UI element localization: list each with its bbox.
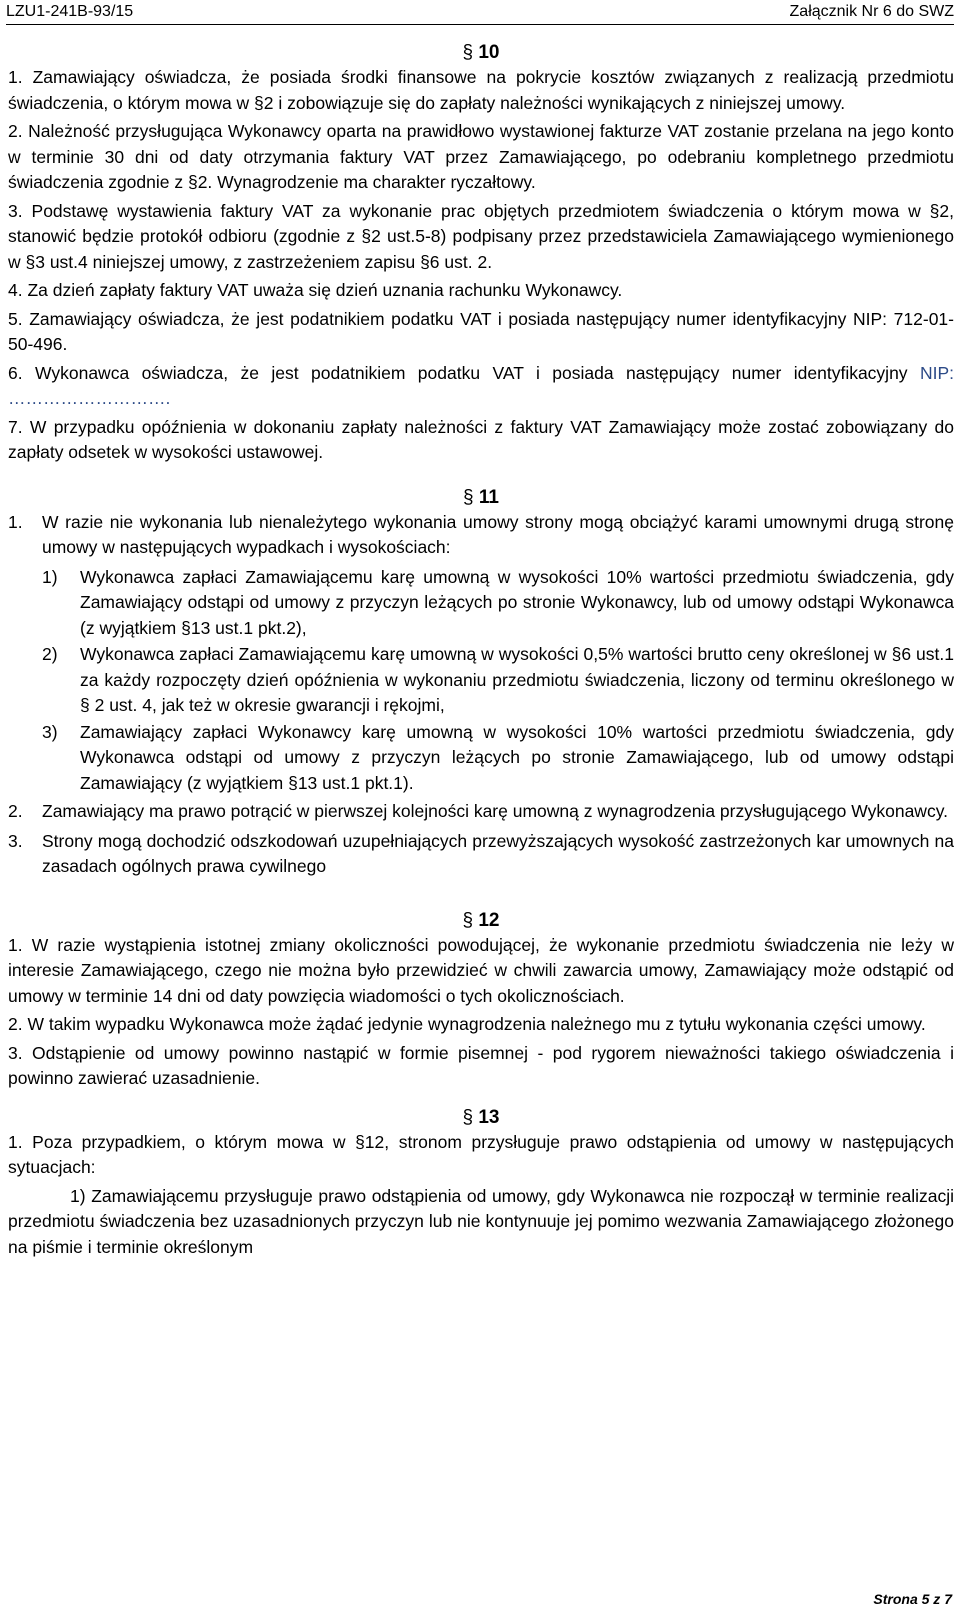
paragraph: 6. Wykonawca oświadcza, że jest podatnikiem podatku VAT i posiada następujący numer identyfikacyjny NIP: ……………………….	[8, 362, 954, 408]
paragraph: 1. Poza przypadkiem, o którym mowa w §12, stronom przysługuje prawo odstąpienia od umowy w następujących sytuacjach:	[8, 1131, 954, 1177]
paragraph: 2. W takim wypadku Wykonawca może żądać jedynie wynagrodzenia należnego mu z tytułu wykonania części umowy.	[8, 1014, 926, 1034]
document-body	[8, 40, 954, 1263]
paragraph: 1. W razie wystąpienia istotnej zmiany okoliczności powodującej, że wykonanie przedmiotu świadczenia nie leży w interesie Zamawiającego, czego nie można było przewidzieć w chwili zawarcia umowy, Zamawiający może odstąpić od umowy w terminie 14 dni od daty powzięcia wiadomości o tych okolicznościach.	[8, 934, 954, 1006]
paragraph: 2. Należność przysługująca Wykonawcy oparta na prawidłowo wystawionej fakturze VAT zostanie przelana na jego konto w terminie 30 dni od daty otrzymania faktury VAT przez Zamawiającego, po odebraniu kompletnego przedmiotu świadczenia zgodnie z §2. Wynagrodzenie ma charakter ryczałtowy.	[8, 121, 954, 192]
paragraph: 3. Odstąpienie od umowy powinno nastąpić w formie pisemnej - pod rygorem nieważności takiego oświadczenia i powinno zawierać uzasadnienie.	[8, 1042, 954, 1088]
paragraph: 3. Podstawę wystawienia faktury VAT za wykonanie prac objętych przedmiotem świadczenia o którym mowa w §2, stanowić będzie protokół odbioru (zgodnie z §2 ust.5-8) podpisany przez przedstawiciela Zamawiającego wymienionego w §3 ust.4 niniejszej umowy, z zastrzeżeniem zapisu §6 ust. 2.	[8, 200, 954, 272]
paragraph: 4. Za dzień zapłaty faktury VAT uważa się dzień uznania rachunku Wykonawcy.	[8, 280, 623, 300]
paragraph: 7. W przypadku opóźnienia w dokonaniu zapłaty należności z faktury VAT Zamawiający może zostać zobowiązany do zapłaty odsetek w wysokości ustawowej.	[8, 416, 954, 462]
attachment-label: Załącznik Nr 6 do SWZ	[789, 3, 954, 20]
section-heading-11: § 11	[463, 486, 499, 508]
page-number: Strona 5 z 7	[873, 1591, 952, 1607]
document-reference: LZU1-241B-93/15	[6, 3, 134, 20]
numbered-item: 2. Zamawiający ma prawo potrącić w pierwszej kolejności karę umowną z wynagrodzenia przysługującego Wykonawcy.	[8, 801, 949, 821]
section-heading-12: § 12	[462, 909, 500, 931]
nip-placeholder: NIP: ……………………….	[8, 362, 954, 408]
paragraph: 1. Zamawiający oświadcza, że posiada środki finansowe na pokrycie kosztów związanych z realizacją przedmiotu świadczenia, o którym mowa w §2 i zobowiązuje się do zapłaty należności wynikających z niniejszej umowy.	[8, 67, 954, 113]
page-header	[6, 0, 954, 25]
list-item: 1) Wykonawca zapłaci Zamawiającemu karę umowną w wysokości 10% wartości przedmiotu świadczenia, gdy Zamawiający odstąpi od umowy z przyczyn leżących po stronie Wykonawcy, lub od umowy odstąpi Wykonawca (z wyjątkiem §13 ust.1 pkt.2),	[42, 566, 954, 638]
section-heading-10: § 10	[462, 42, 500, 63]
paragraph: 1) Zamawiającemu przysługuje prawo odstąpienia od umowy, gdy Wykonawca nie rozpoczął w terminie realizacji przedmiotu świadczenia bez uzasadnionych przyczyn lub nie kontynuuje jej pomimo wezwania Zamawiającego złożonego na piśmie i terminie określonym	[8, 1185, 954, 1257]
numbered-item: 1. W razie nie wykonania lub nienależytego wykonania umowy strony mogą obciążyć karami umownymi drugą stronę umowy w następujących wypadkach i wysokościach:	[8, 511, 954, 557]
section-heading-13: § 13	[462, 1106, 500, 1128]
list-item: 3) Zamawiający zapłaci Wykonawcy karę umowną w wysokości 10% wartości przedmiotu świadczenia, gdy Wykonawca odstąpi od umowy z przyczyn leżących po stronie Zamawiającego, lub od umowy odstąpi Zamawiający (z wyjątkiem §13 ust.1 pkt.1).	[42, 721, 954, 793]
list-item: 2) Wykonawca zapłaci Zamawiającemu karę umowną w wysokości 0,5% wartości brutto ceny określonej w §6 ust.1 za każdy rozpoczęty dzień opóźnienia w wykonaniu przedmiotu świadczenia, liczony od terminu określonego w § 2 ust. 4, jak też w okresie gwarancji i rękojmi,	[42, 644, 954, 715]
paragraph: 5. Zamawiający oświadcza, że jest podatnikiem podatku VAT i posiada następujący numer identyfikacyjny NIP: 712-01-50-496.	[8, 308, 954, 354]
numbered-item: 3. Strony mogą dochodzić odszkodowań uzupełniających przewyższających wysokość zastrzeżonych kar umownych na zasadach ogólnych prawa cywilnego	[8, 830, 954, 876]
